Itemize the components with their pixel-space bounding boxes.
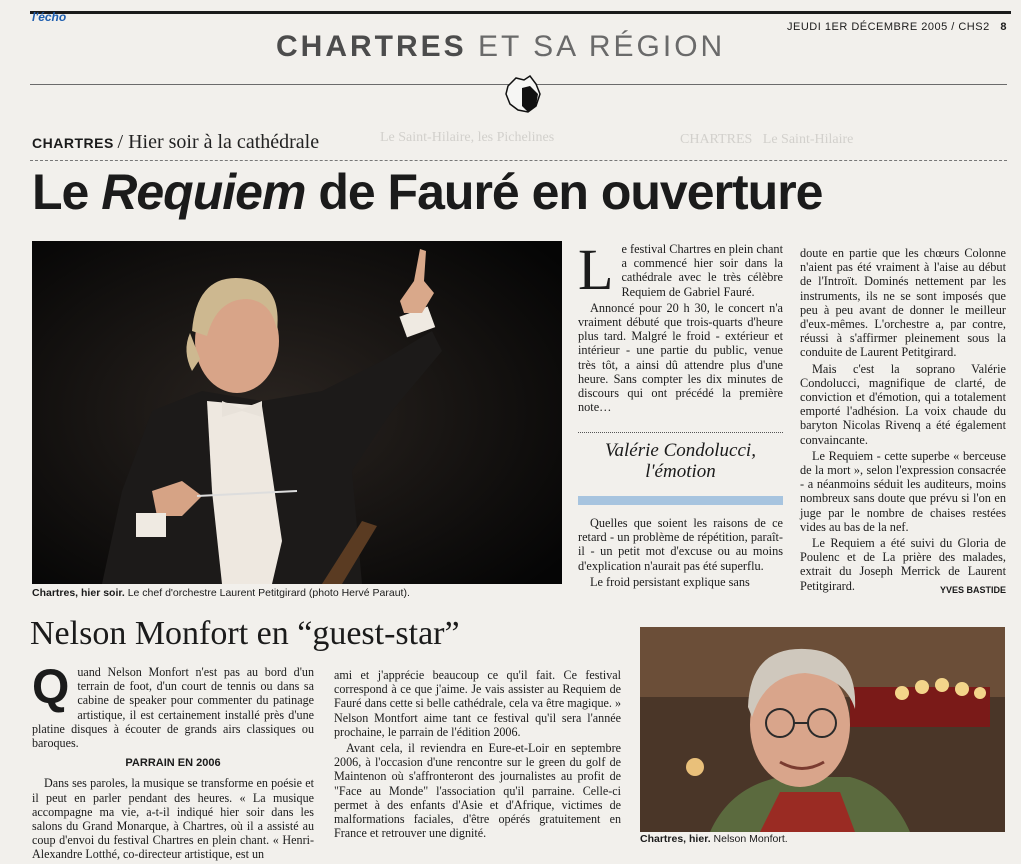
article2-headline: Nelson Monfort en “guest-star” [30,615,460,652]
section-title-bold: CHARTRES [276,30,467,63]
paragraph: uand Nelson Monfort n'est pas au bord d'un terrain de foot, d'un court de tennis ou dans sa cabine de speaker pour commenter du patinage artistique, il est certainement installé près d'une platine disques à écouter de grands airs classiques ou baroques. [32,665,314,751]
headline-post: de Fauré en ouverture [305,164,823,220]
paragraph: Annoncé pour 20 h 30, le concert n'a vraiment débuté que trois-quarts d'heure plus tard. Malgré le froid - extérieur et intérieur - une partie du public, venue très tôt, a ainsi dû attendre plus d'une heure. Sans compter les dix minutes de discours qui ont précédé la première note… [578,300,783,415]
dateline [787,21,1007,33]
show-through-text: Le Saint-Hilaire, les Pichelines [380,130,555,145]
paragraph: Le Requiem - cette superbe « berceuse de la mort », selon l'expression consacrée - a néanmoins séduit les auditeurs, moins nombreux sans doute que prévu si l'on en juge par le nombre de chaises restées vides au bas de la nef. [800,448,1006,534]
accent-bar [578,496,783,505]
paragraph: Le Requiem a été suivi du Gloria de Poulenc et de La prière des malades, extrait du Joseph Merrick de Laurent Petitgirard. [800,536,1006,593]
dropcap: Q [32,661,70,714]
kicker-subtitle: / Hier soir à la cathédrale [117,131,320,153]
paragraph: e festival Chartres en plein chant a commencé hier soir dans la cathédrale avec le très célèbre Requiem de Gabriel Fauré. [621,242,783,299]
paragraph: Dans ses paroles, la musique se transforme en poésie et il peut en parler pendant des heures. « La musique accompagne ma vie, a-t-il indiqué hier soir dans les salons du Grand Monarque, à Chartres, où il a assisté au coup d'envoi du festival Chartres en plein chant. « Henri-Alexandre Lotthé, co-directeur artistique, est un [32,776,314,862]
paragraph: ami et j'apprécie beaucoup ce qu'il fait. Ce festival correspond à ce que j'aime. Je vais assister au Requiem de Fauré dans cette si belle cathédrale, cela va être magique. » Nelson Montfort aime tant ce festival qu'il sera l'année prochaine, le parrain de l'édition 2006. [334,668,621,739]
headline-emphasis: Requiem [101,164,306,220]
caption-location: Chartres, hier soir. [32,587,125,599]
caption-text: Nelson Monfort. [710,833,788,845]
page-number: 8 [1000,21,1007,33]
conductor-photo [32,241,562,584]
article1-column-1 [578,237,783,416]
paragraph: Mais c'est la soprano Valérie Condolucci, magnifique de clarté, de conviction et d'émotion, qui a totalement emporté l'adhésion. La voix chaude du baryton Nicolas Rivenq a été également convaincante. [800,361,1006,447]
dropcap: L [578,237,614,302]
kicker-label: CHARTRES [32,135,114,151]
article1-column-1b [578,516,783,591]
author-signature: YVES BASTIDE [939,584,1006,595]
article-kicker [32,131,319,154]
section-title [276,30,725,64]
article1-column-2 [800,246,1006,597]
show-through-text: CHARTRES Le Saint-Hilaire [680,132,854,147]
photo-caption [32,587,562,599]
paragraph: Quelles que soient les raisons de ce retard - un problème de répétition, paraît-il - un petit mot d'excuse ou au moins d'explication n'aurait pas été superflu. [578,516,783,573]
region-map-icon [500,72,544,116]
article2-column-1 [32,661,314,864]
headline [32,163,822,221]
dashed-rule [30,160,1007,161]
paragraph: doute en partie que les chœurs Colonne n'aient pas été vraiment à l'aise au début de l'Introït. Dominés nettement par les instruments, ils ne se sont imposés que peu à peu avant de donner le meilleur d'eux-mêmes. L'orchestre a, par contre, réussi à s'affirmer pleinement sous la conduite de Laurent Petitgirard. [800,246,1006,360]
caption-location: Chartres, hier. [640,833,711,845]
dateline-text: JEUDI 1ER DÉCEMBRE 2005 / CHS2 [787,21,990,33]
newspaper-logo: l'écho [32,10,67,24]
caption-text: Le chef d'orchestre Laurent Petitgirard (photo Hervé Paraut). [124,587,410,599]
paragraph: Avant cela, il reviendra en Eure-et-Loir en septembre 2006, à l'occasion d'une rencontre sur le green du golf de Maintenon où s'affronteront des journalistes au profit de "Face au Monde" l'association qu'il parraine. Celle-ci permet à des enfants d'Asie et d'Afrique, victimes de malformations faciales, d'être opérés gratuitement en France et retrouver une dignité. [334,741,621,841]
photo-caption [640,833,1005,845]
headline-pre: Le [32,164,102,220]
dotted-rule [578,432,783,433]
portrait-illustration [640,627,1005,832]
conductor-illustration [32,241,562,584]
intertitle: PARRAIN EN 2006 [125,757,221,770]
nelson-monfort-photo [640,627,1005,832]
subheading: Valérie Condolucci, l'émotion [605,440,756,482]
top-rule [30,11,1011,14]
section-title-light: ET SA RÉGION [478,30,726,63]
paragraph: Le froid persistant explique sans [590,574,750,589]
article2-column-2 [334,668,621,842]
